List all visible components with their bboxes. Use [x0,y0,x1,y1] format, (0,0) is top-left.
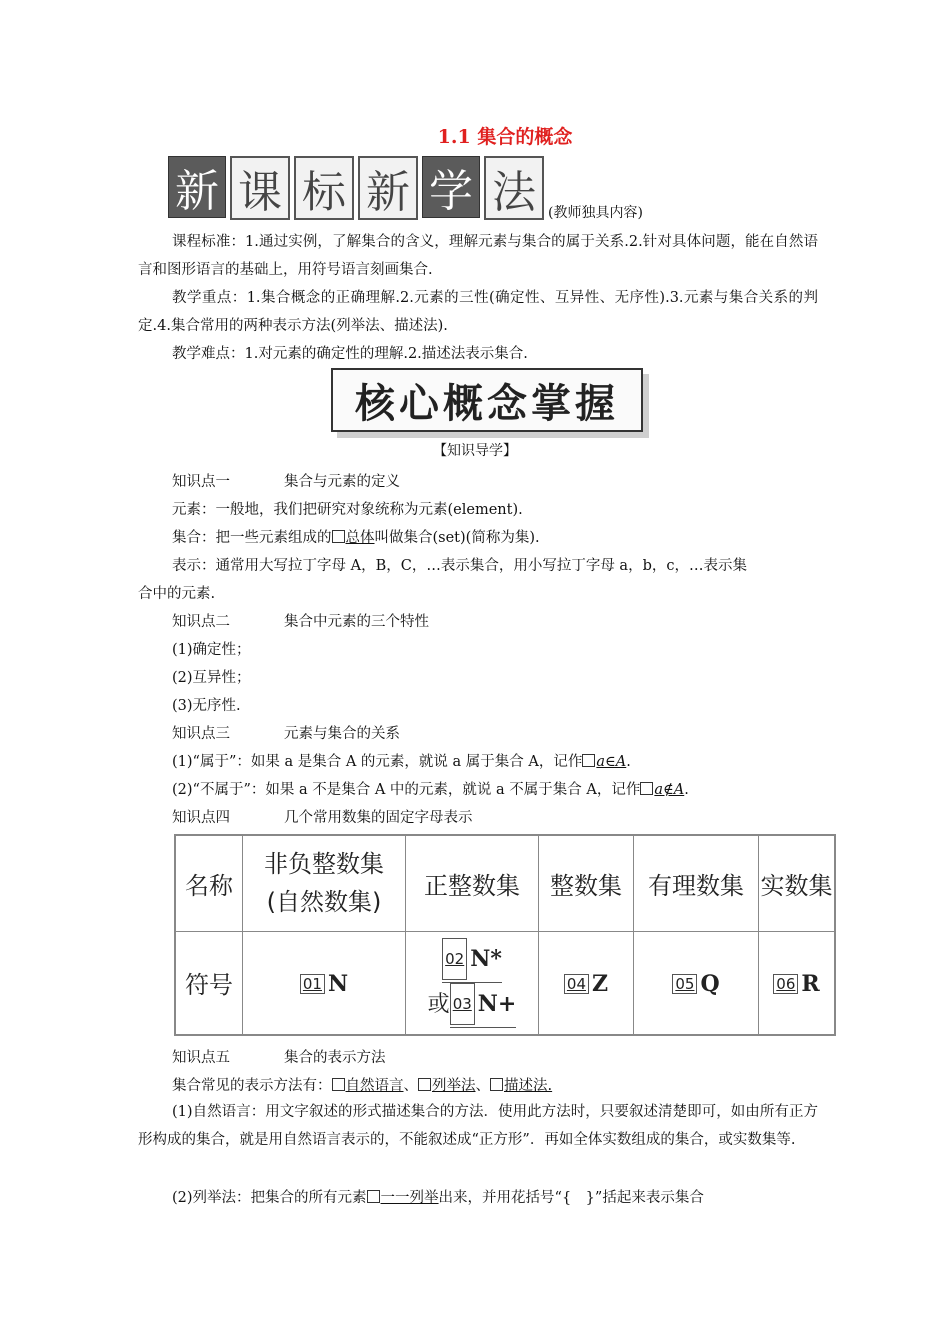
kp-label: 知识点五 [172,1050,230,1066]
set-symbol: R [801,970,820,997]
name-natural [243,835,406,931]
table-row [175,835,835,931]
method-description: 描述法. [504,1078,553,1094]
symbol-positive-int [406,931,539,1035]
answer-number: 04 [564,974,589,994]
method-natural: 自然语言 [345,1078,404,1094]
relation-blank [640,782,684,798]
knowledge-point-1 [172,470,400,491]
answer-number: 06 [773,974,798,994]
listing-text-end: 出来，并用花括号“{ }”括起来表示集合 [438,1190,704,1206]
symbol-natural [243,931,406,1035]
core-concept-banner [331,368,643,432]
answer-box-icon [332,530,345,543]
kp-title: 元素与集合的关系 [284,726,400,742]
relation-blank [582,754,626,770]
notation-line-1: 表示：通常用大写拉丁字母 A，B，C，…表示集合，用小写拉丁字母 a，b，c，…表示集 [172,558,747,574]
relation-end: . [684,782,689,798]
banner-char: 新 [168,156,226,218]
table-row [175,931,835,1035]
set-def-blank [332,530,375,546]
knowledge-point-5 [172,1046,386,1067]
course-standard: 课程标准：1.通过实例，了解集合的含义，理解元素与集合的属于关系.2.针对具体问题，能在自然语言和图形语言的基础上，用符号语言刻画集合. [138,234,818,278]
method-blank [418,1078,476,1094]
teacher-note: (教师独具内容) [548,205,643,221]
set-symbol: Z [592,970,609,997]
relation-not-belongs [172,778,689,799]
separator: 、 [475,1078,490,1094]
kp-title: 集合的表示方法 [284,1050,386,1066]
answer-number: 03 [450,983,475,1025]
row-header-name: 名称 [175,835,243,931]
element-definition: 元素：一般地，我们把研究对象统称为元素(element). [172,502,523,518]
kp-label: 知识点一 [172,474,230,490]
kp-title: 集合与元素的定义 [284,474,400,490]
kp-title: 集合中元素的三个特性 [284,614,429,630]
name-rationals: 有理数集 [634,835,759,931]
row-header-symbol: 符号 [175,931,243,1035]
kp-label: 知识点三 [172,726,230,742]
banner-char: 学 [422,156,480,218]
property-determinacy: (1)确定性； [172,642,251,658]
property-distinctness: (2)互异性； [172,670,251,686]
name-natural-line2: (自然数集) [266,888,382,917]
set-definition [172,526,540,547]
notation-line-2: 合中的元素. [138,586,216,602]
name-integers: 整数集 [539,835,634,931]
new-curriculum-banner [168,156,544,220]
answer-number: 02 [442,938,467,980]
set-def-answer: 总体 [345,530,375,546]
name-natural-line1: 非负整数集 [264,850,384,879]
relation-text: (2)“不属于”：如果 a 不是集合 A 中的元素，就说 a 不属于集合 A，记作 [172,782,641,798]
knowledge-point-2 [172,610,429,631]
answer-box-icon [640,782,653,795]
knowledge-guide-heading: 【知识导学】 [433,443,517,459]
separator: 、 [403,1078,418,1094]
or-text: 或 [427,991,450,1017]
answer-box-icon [490,1078,503,1091]
property-unorderedness: (3)无序性. [172,698,241,714]
method-blank [332,1078,404,1094]
representation-methods [172,1074,552,1095]
answer-box-icon [418,1078,431,1091]
name-reals: 实数集 [759,835,836,931]
listing-method [172,1186,704,1207]
number-sets-table [174,834,836,1036]
kp-title: 几个常用数集的固定字母表示 [284,810,473,826]
symbol-rationals [634,931,759,1035]
set-symbol: N [327,970,349,997]
symbol-integers [539,931,634,1035]
set-symbol: N* [470,945,502,972]
core-concept-text: 核心概念掌握 [355,380,619,427]
teaching-difficulties: 教学难点：1.对元素的确定性的理解.2.描述法表示集合. [172,346,528,362]
answer-box-icon [582,754,595,767]
banner-char: 新 [358,156,418,220]
set-def-pre: 集合：把一些元素组成的 [172,530,332,546]
symbol-reals [759,931,836,1035]
relation-answer: a∈A [596,754,627,770]
set-symbol: N+ [477,990,517,1017]
methods-intro: 集合常见的表示方法有： [172,1078,332,1094]
banner-char: 法 [484,156,544,220]
natural-language-method: (1)自然语言：用文字叙述的形式描述集合的方法．使用此方法时，只要叙述清楚即可，如由所有正方形构成的集合，就是用自然语言表示的，不能叙述成“正方形”．再如全体实数组成的集合，或实数集等. [138,1104,818,1148]
answer-number: 05 [672,974,697,994]
relation-belongs [172,750,631,771]
banner-char: 课 [230,156,290,220]
relation-answer: a∉A [654,782,685,798]
relation-end: . [626,754,631,770]
set-def-post: 叫做集合(set)(简称为集). [374,530,540,546]
answer-box-icon [332,1078,345,1091]
method-blank [490,1078,552,1094]
knowledge-point-3 [172,722,400,743]
name-positive-int: 正整数集 [406,835,539,931]
answer-number: 01 [300,974,325,994]
knowledge-point-4 [172,806,473,827]
banner-char: 标 [294,156,354,220]
listing-blank [367,1190,439,1206]
answer-box-icon [367,1190,380,1203]
method-listing: 列举法 [432,1078,476,1094]
kp-label: 知识点二 [172,614,230,630]
teaching-key-points: 教学重点：1.集合概念的正确理解.2.元素的三性(确定性、互异性、无序性).3.元素与集合关系的判定.4.集合常用的两种表示方法(列举法、描述法). [138,290,818,334]
listing-text: (2)列举法：把集合的所有元素 [172,1190,367,1206]
page-title: 1.1 集合的概念 [437,126,573,148]
listing-answer: 一一列举 [380,1190,439,1206]
set-symbol: Q [700,970,720,997]
relation-text: (1)“属于”：如果 a 是集合 A 的元素，就说 a 属于集合 A，记作 [172,754,583,770]
kp-label: 知识点四 [172,810,230,826]
